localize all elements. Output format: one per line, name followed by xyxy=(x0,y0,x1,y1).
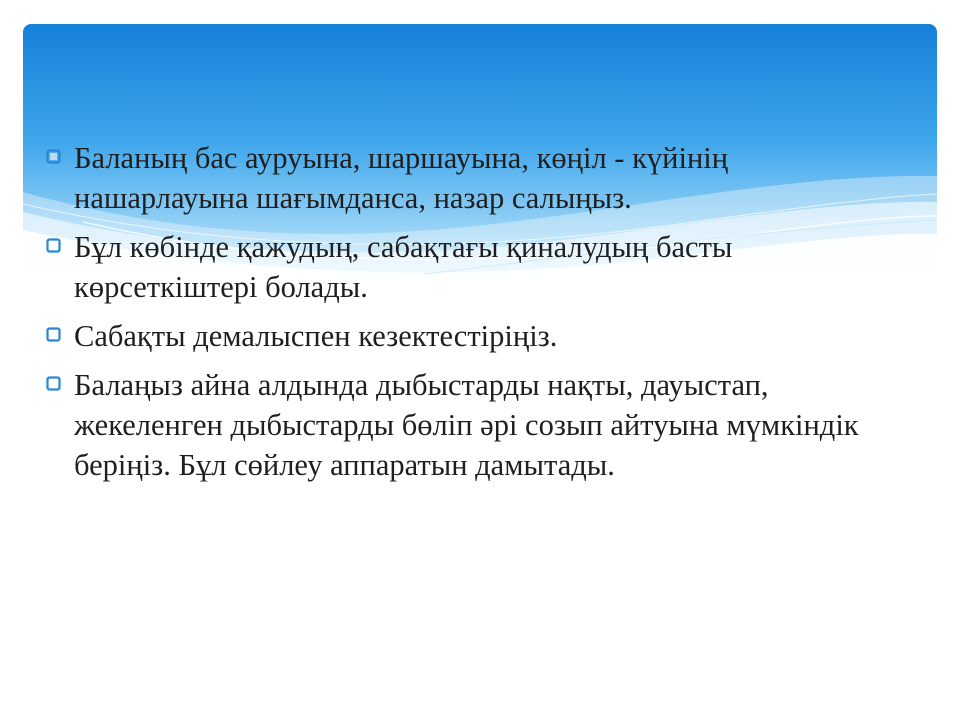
list-item xyxy=(46,138,906,218)
hollow-square-icon xyxy=(46,376,61,391)
list-item xyxy=(46,316,906,356)
bullet-list xyxy=(46,138,906,494)
bullet-text: Бұл көбінде қажудың, сабақтағы қиналудың басты көрсеткіштері болады. xyxy=(74,230,733,304)
hollow-square-icon xyxy=(46,238,61,253)
bullet-text: Балаңыз айна алдында дыбыстарды нақты, дауыстап, жекеленген дыбыстарды бөліп әрі созып айтуына мүмкіндік беріңіз. Бұл сөйлеу аппаратын дамытады. xyxy=(74,368,859,482)
list-item xyxy=(46,365,906,485)
hollow-square-icon xyxy=(46,149,61,164)
bullet-text: Баланың бас ауруына, шаршауына, көңіл - күйінің нашарлауына шағымданса, назар салыңыз. xyxy=(74,141,729,215)
hollow-square-icon xyxy=(46,327,61,342)
bullet-text: Сабақты демалыспен кезектестіріңіз. xyxy=(74,319,558,353)
list-item xyxy=(46,227,906,307)
